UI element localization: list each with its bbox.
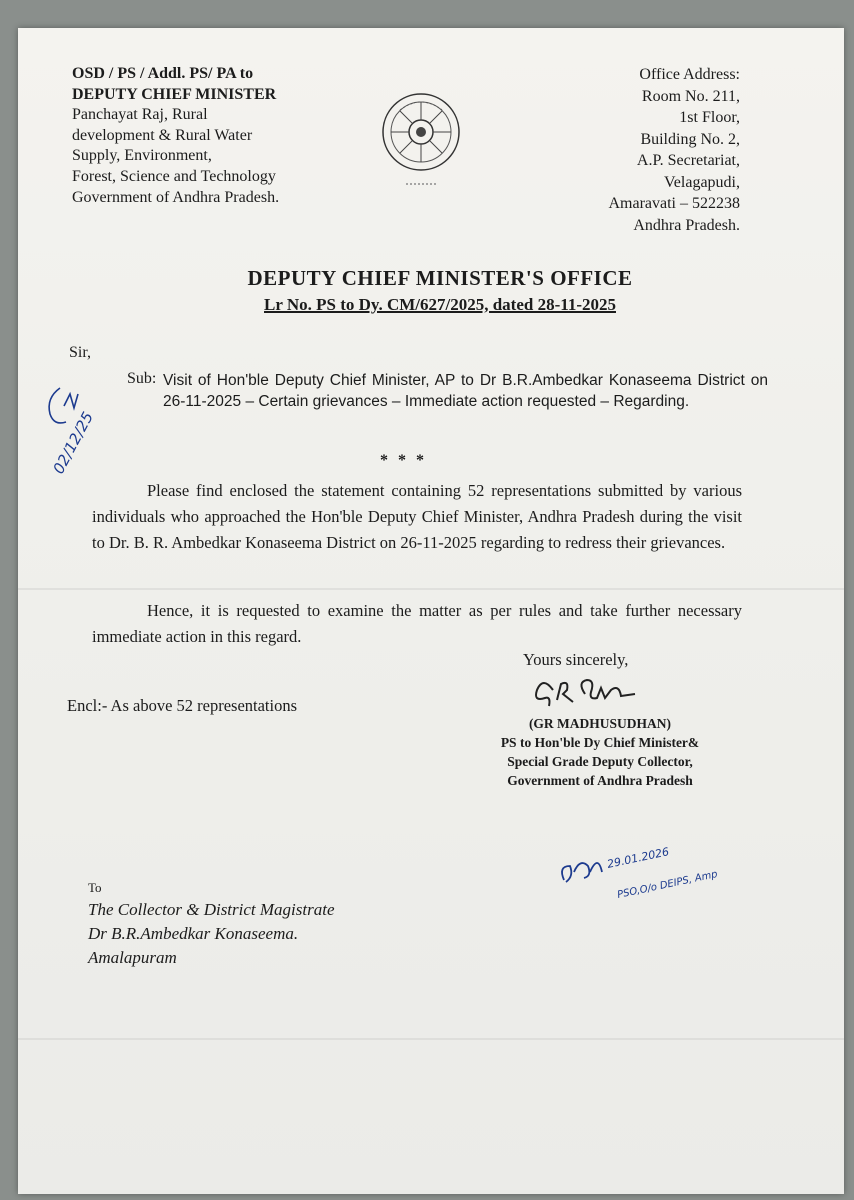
- office-title: DEPUTY CHIEF MINISTER'S OFFICE: [247, 266, 633, 290]
- sender-block: [72, 64, 362, 208]
- sender-line: Government of Andhra Pradesh.: [72, 188, 280, 206]
- signatory-designation: Special Grade Deputy Collector,: [507, 754, 693, 769]
- receipt-date: 29.01.2026: [605, 845, 671, 871]
- paper-fold: [18, 1038, 844, 1040]
- recipient-line: Dr B.R.Ambedkar Konaseema.: [88, 924, 299, 943]
- recipient-block: [88, 880, 335, 970]
- recipient-line: The Collector & District Magistrate: [88, 900, 335, 919]
- to-label: To: [88, 880, 102, 895]
- letter-reference: [90, 295, 790, 315]
- address-line: Building No. 2,: [640, 130, 740, 148]
- body-paragraph: Hence, it is requested to examine the matter as per rules and take further necessary immediate action in this regard.: [92, 601, 742, 646]
- address-line: Amaravati – 522238: [608, 195, 740, 212]
- reference-text: Lr No. PS to Dy. CM/627/2025, dated 28-11-2025: [264, 295, 616, 314]
- signatory-designation: Government of Andhra Pradesh: [507, 773, 693, 788]
- closing: Yours sincerely,: [523, 650, 629, 669]
- signatory-block: [455, 714, 745, 790]
- sender-line: OSD / PS / Addl. PS/ PA to: [72, 65, 254, 82]
- address-line: A.P. Secretariat,: [636, 152, 740, 169]
- office-address-block: [560, 64, 740, 236]
- handwritten-signature: [515, 668, 645, 718]
- address-line: 1st Floor,: [679, 109, 740, 126]
- receipt-office: PSO,O/o DEIPS, Amp: [616, 868, 719, 901]
- separator: * * *: [380, 452, 427, 469]
- margin-handwritten-note: [20, 380, 120, 480]
- andhra-pradesh-emblem-icon: [380, 80, 462, 200]
- recipient-line: Amalapuram: [88, 948, 177, 967]
- sender-title: DEPUTY CHIEF MINISTER: [72, 85, 277, 103]
- enclosure-note: Encl:- As above 52 representations: [67, 696, 298, 715]
- subject-text: Visit of Hon'ble Deputy Chief Minister, AP to Dr B.R.Ambedkar Konaseema District on 26-11-2025 – Certain grievances – Immediate action requested – Regarding.: [163, 372, 768, 410]
- subject-label: Sub:: [127, 370, 157, 387]
- address-line: Velagapudi,: [664, 173, 740, 191]
- address-line: Room No. 211,: [641, 87, 740, 105]
- sender-line: Supply, Environment,: [72, 147, 212, 165]
- sender-line: Panchayat Raj, Rural: [72, 106, 208, 124]
- address-line: Andhra Pradesh.: [633, 216, 740, 234]
- sender-line: development & Rural Water: [72, 126, 253, 144]
- signatory-designation: PS to Hon'ble Dy Chief Minister&: [500, 735, 700, 750]
- sender-line: Forest, Science and Technology: [72, 167, 276, 185]
- receipt-handwritten-note: [540, 832, 740, 912]
- paper-fold: [18, 588, 844, 590]
- salutation: Sir,: [69, 344, 92, 361]
- signatory-name: (GR MADHUSUDHAN): [528, 716, 672, 731]
- address-line: Office Address:: [639, 66, 740, 83]
- body-paragraph: Please find enclosed the statement containing 52 representations submitted by various individuals who approached the Hon'ble Deputy Chief Minister, Andhra Pradesh during the visit to Dr. B. R. Ambedkar Konaseema District on 26-11-2025 regarding to redress their grievances.: [92, 481, 742, 552]
- margin-note-text: 02/12/25: [49, 408, 97, 477]
